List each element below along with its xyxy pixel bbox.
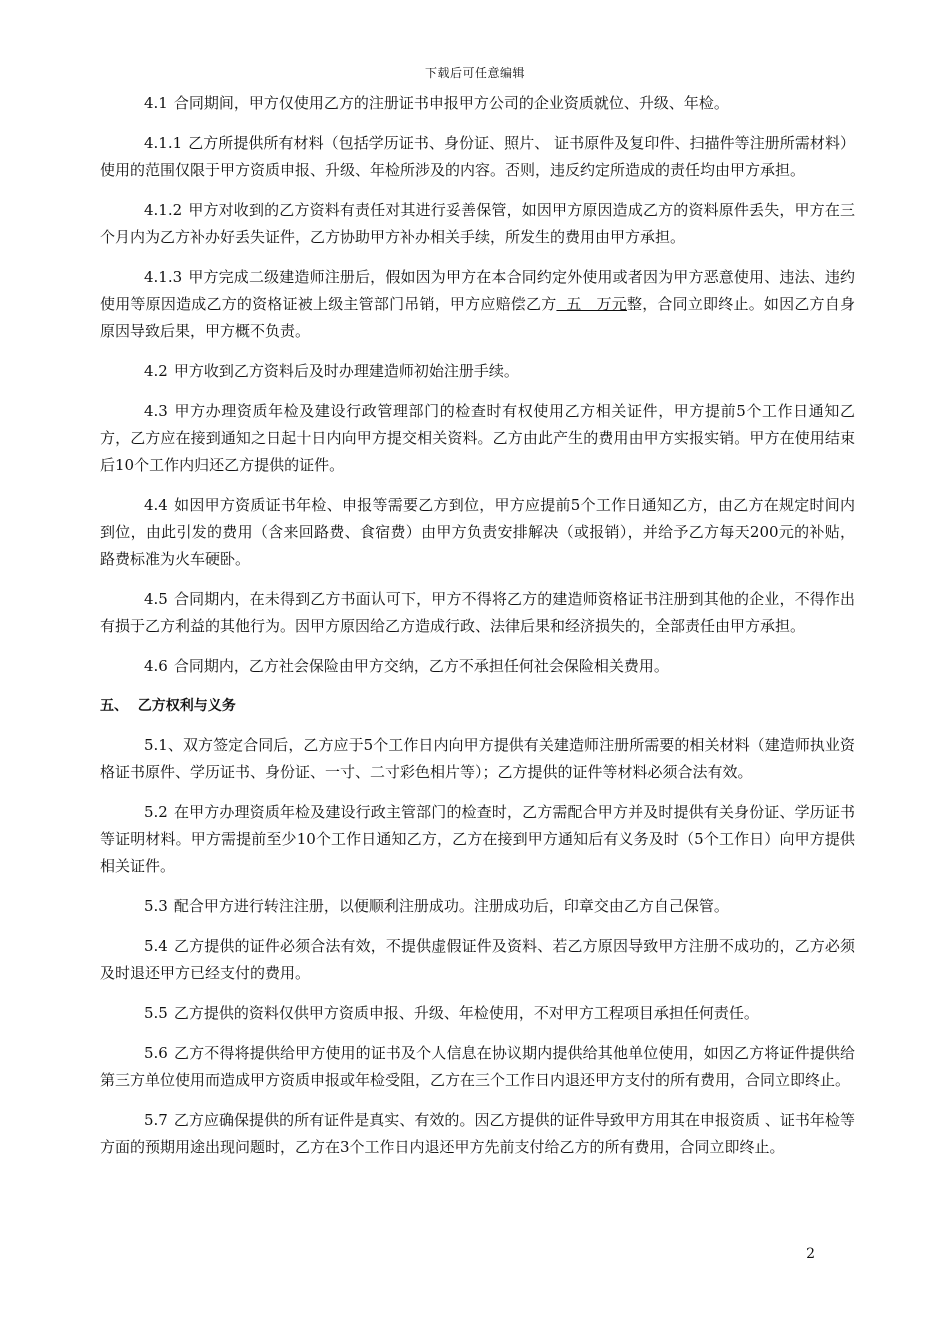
clause-4-1-1 [100,130,855,184]
clause-number: 4.1.2 [144,201,183,219]
clause-number: 4.4 [144,496,168,514]
clause-4-5 [100,586,855,640]
compensation-amount: 五 万元 [556,295,627,313]
clause-5-7 [100,1107,855,1161]
clause-5-4 [100,933,855,987]
clause-text: 配合甲方进行转注注册，以便顺利注册成功。注册成功后，印章交由乙方自己保管。 [173,897,729,915]
clause-text: 如因甲方资质证书年检、申报等需要乙方到位，甲方应提前5个工作日通知乙方，由乙方在规定时间内到位，由此引发的费用（含来回路费、食宿费）由甲方负责安排解决（或报销），并给予乙方每天200元的补贴，路费标准为火车硬卧。 [100,496,855,568]
clause-text: 在甲方办理资质年检及建设行政主管部门的检查时，乙方需配合甲方并及时提供有关身份证、学历证书等证明材料。甲方需提前至少10个工作日通知乙方，乙方在接到甲方通知后有义务及时（5个工作日）向甲方提供相关证件。 [100,803,855,875]
clause-4-2 [100,358,855,385]
clause-4-3 [100,398,855,479]
clause-number: 5.6 [144,1044,168,1062]
clause-text: 双方签定合同后，乙方应于5个工作日内向甲方提供有关建造师注册所需要的相关材料（建造师执业资格证书原件、学历证书、身份证、一寸、二寸彩色相片等）；乙方提供的证件等材料必须合法有效。 [100,736,855,781]
section-5-heading: 五、 乙方权利与义务 [100,698,236,714]
clause-5-3 [100,893,855,920]
clause-number: 5.3 [144,897,168,915]
clause-number: 5.7 [144,1111,168,1129]
clause-number: 4.1.3 [144,268,183,286]
page-header: 下载后可任意编辑 [424,66,525,80]
clause-5-5 [100,1000,855,1027]
clause-4-1 [100,90,855,117]
clause-text: 合同期内，乙方社会保险由甲方交纳，乙方不承担任何社会保险相关费用。 [173,657,669,675]
clause-4-1-3 [100,264,855,345]
clause-text: 乙方应确保提供的所有证件是真实、有效的。因乙方提供的证件导致甲方用其在申报资质 、证书年检等方面的预期用途出现问题时，乙方在3个工作日内退还甲方先前支付给乙方的所有费用，合同立即终止。 [100,1111,855,1156]
clause-text: 乙方不得将提供给甲方使用的证书及个人信息在协议期内提供给其他单位使用，如因乙方将证件提供给第三方单位使用而造成甲方资质申报或年检受阻，乙方在三个工作日内退还甲方支付的所有费用，合同立即终止。 [100,1044,855,1089]
clause-number: 4.1.1 [144,134,183,152]
clause-number: 5.4 [144,937,168,955]
clause-text: 甲方办理资质年检及建设行政管理部门的检查时有权使用乙方相关证件，甲方提前5个工作日通知乙方，乙方应在接到通知之日起十日内向甲方提交相关资料。乙方由此产生的费用由甲方实报实销。甲方在使用结束后10个工作内归还乙方提供的证件。 [100,402,855,474]
clause-text: 合同期内，在未得到乙方书面认可下，甲方不得将乙方的建造师资格证书注册到其他的企业，不得作出有损于乙方利益的其他行为。因甲方原因给乙方造成行政、法律后果和经济损失的，全部责任由甲方承担。 [100,590,855,635]
clause-text: 乙方提供的资料仅供甲方资质申报、升级、年检使用，不对甲方工程项目承担任何责任。 [173,1004,759,1022]
clause-text: 乙方提供的证件必须合法有效，不提供虚假证件及资料、若乙方原因导致甲方注册不成功的，乙方必须及时退还甲方已经支付的费用。 [100,937,855,982]
clause-4-4 [100,492,855,573]
clause-number: 4.1 [144,94,168,112]
clause-4-6 [100,653,855,680]
document-body [100,90,855,1174]
page-number: 2 [806,1246,815,1262]
clause-text: 乙方所提供所有材料（包括学历证书、身份证、照片、 证书原件及复印件、扫描件等注册所需材料）使用的范围仅限于甲方资质申报、升级、年检所涉及的内容。否则，违反约定所造成的责任均由甲方承担。 [100,134,855,179]
clause-text: 甲方完成二级建造师注册后，假如因为甲方在本合同约定外使用或者因为甲方恶意使用、违法、违约使用等原因造成乙方的资格证被上级主管部门吊销，甲方应赔偿乙方 [100,268,855,313]
clause-number: 4.5 [144,590,168,608]
clause-number: 4.3 [144,402,168,420]
clause-number: 5.1、 [144,736,183,754]
clause-text: 合同期间，甲方仅使用乙方的注册证书申报甲方公司的企业资质就位、升级、年检。 [173,94,729,112]
clause-number: 5.2 [144,803,168,821]
clause-text: 甲方收到乙方资料后及时办理建造师初始注册手续。 [173,362,519,380]
clause-number: 4.2 [144,362,168,380]
clause-text: 甲方对收到的乙方资料有责任对其进行妥善保管，如因甲方原因造成乙方的资料原件丢失，甲方在三个月内为乙方补办好丢失证件，乙方协助甲方补办相关手续，所发生的费用由甲方承担。 [100,201,855,246]
clause-text-continued: 整，合同立即终止。如因乙方自身原因导致后果，甲方概不负责。 [100,295,855,340]
clause-number: 4.6 [144,657,168,675]
clause-5-1 [100,732,855,786]
clause-5-2 [100,799,855,880]
clause-4-1-2 [100,197,855,251]
clause-5-6 [100,1040,855,1094]
clause-number: 5.5 [144,1004,168,1022]
